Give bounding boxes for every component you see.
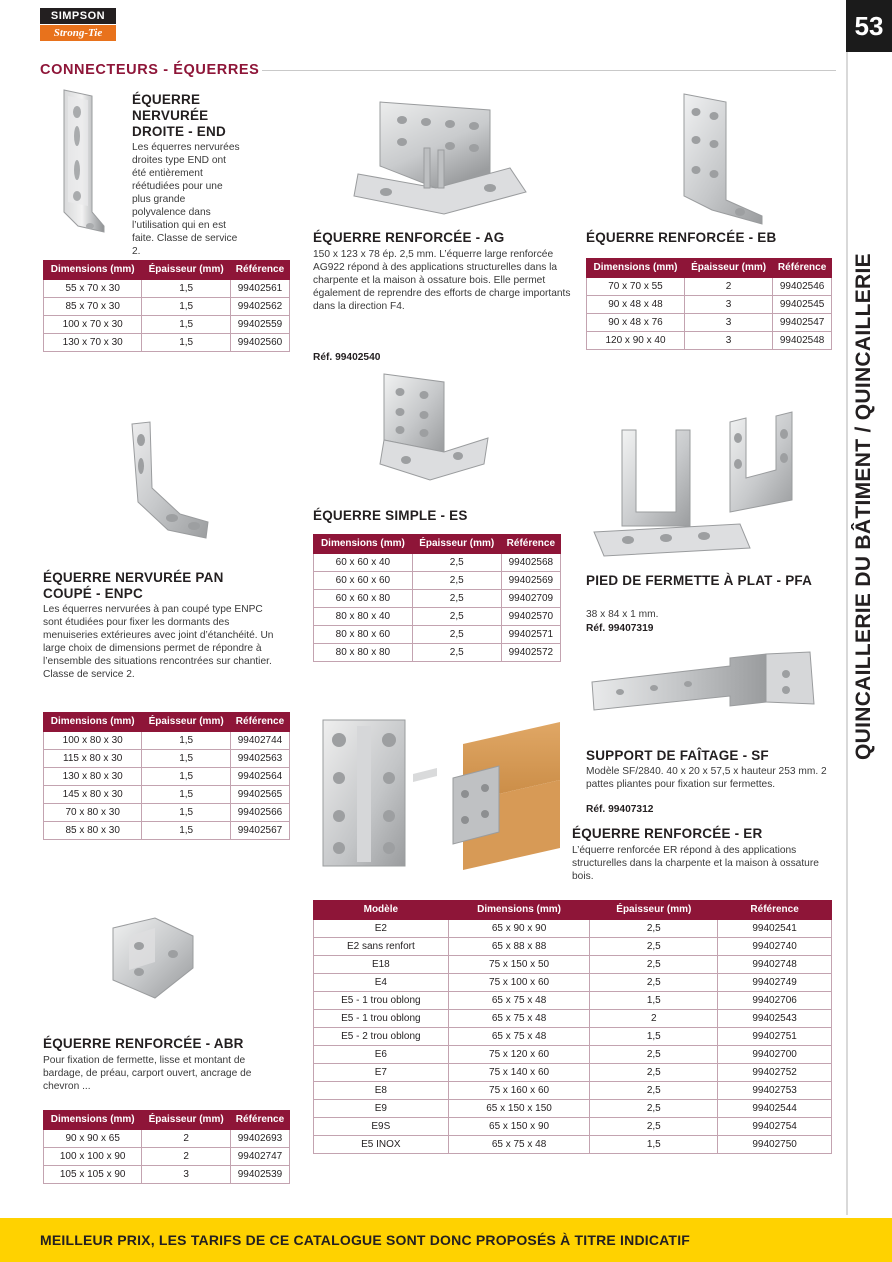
er-table xyxy=(313,900,832,1154)
table-cell: 99402544 xyxy=(718,1099,832,1117)
col-thickness: Épaisseur (mm) xyxy=(142,1111,231,1130)
enpc-title: ÉQUERRE NERVURÉE PAN COUPÉ - ENPC xyxy=(43,570,224,601)
table-cell: E2 sans renfort xyxy=(314,937,449,955)
table-cell: 2,5 xyxy=(590,955,718,973)
table-cell: 1,5 xyxy=(142,821,231,839)
table-cell: 75 x 100 x 60 xyxy=(448,973,590,991)
table-cell: E5 INOX xyxy=(314,1135,449,1153)
table-cell: 99402566 xyxy=(230,803,289,821)
table-cell: 99402563 xyxy=(230,749,289,767)
table-row xyxy=(587,277,832,295)
table-cell: 99402749 xyxy=(718,973,832,991)
table-cell: 99402572 xyxy=(501,643,560,661)
table-row xyxy=(44,1147,290,1165)
table-cell: 2,5 xyxy=(590,1099,718,1117)
col-thickness: Épaisseur (mm) xyxy=(412,535,501,554)
table-cell: 145 x 80 x 30 xyxy=(44,785,142,803)
table-row xyxy=(314,643,561,661)
table-row xyxy=(587,295,832,313)
er-table-body xyxy=(314,919,832,1153)
table-cell: 2,5 xyxy=(412,625,501,643)
table-cell: 2 xyxy=(142,1147,231,1165)
table-cell: 99402548 xyxy=(773,331,832,349)
table-cell: E4 xyxy=(314,973,449,991)
table-cell: 90 x 48 x 48 xyxy=(587,295,685,313)
table-cell: 1,5 xyxy=(142,767,231,785)
abr-table-body xyxy=(44,1129,290,1183)
table-header-row xyxy=(314,535,561,554)
table-cell: 75 x 150 x 50 xyxy=(448,955,590,973)
table-cell: E18 xyxy=(314,955,449,973)
logo-line2: Strong-Tie xyxy=(40,25,116,41)
end-table-body xyxy=(44,279,290,351)
table-cell: E6 xyxy=(314,1045,449,1063)
table-cell: 1,5 xyxy=(142,731,231,749)
table-cell: 3 xyxy=(684,331,772,349)
enpc-table-body xyxy=(44,731,290,839)
page-number-tab: 53 xyxy=(846,0,892,52)
table-cell: 2,5 xyxy=(590,919,718,937)
table-cell: 99402740 xyxy=(718,937,832,955)
col-dimensions: Dimensions (mm) xyxy=(44,261,142,280)
table-row xyxy=(314,1045,832,1063)
table-row xyxy=(44,749,290,767)
table-cell: 55 x 70 x 30 xyxy=(44,279,142,297)
col-dimensions: Dimensions (mm) xyxy=(314,535,413,554)
table-cell: 1,5 xyxy=(142,297,231,315)
pfa-description: 38 x 84 x 1 mm. xyxy=(586,609,659,620)
end-description: Les équerres nervurées droites type END ont été entièrement réétudiées pour une plus grande polyvalence dans l’utilisation qui en est faite. Classe de service 2. xyxy=(132,142,240,257)
table-cell: E7 xyxy=(314,1063,449,1081)
table-cell: 60 x 60 x 60 xyxy=(314,571,413,589)
table-header-row xyxy=(314,901,832,920)
table-cell: 99402546 xyxy=(773,277,832,295)
table-row xyxy=(314,589,561,607)
table-cell: E5 - 2 trou oblong xyxy=(314,1027,449,1045)
table-cell: 99402545 xyxy=(773,295,832,313)
table-cell: 2,5 xyxy=(590,1063,718,1081)
table-cell: 100 x 80 x 30 xyxy=(44,731,142,749)
table-cell: 3 xyxy=(684,313,772,331)
table-cell: 99402569 xyxy=(501,571,560,589)
col-thickness: Épaisseur (mm) xyxy=(142,261,231,280)
table-cell: 65 x 88 x 88 xyxy=(448,937,590,955)
table-cell: E9 xyxy=(314,1099,449,1117)
table-cell: 99402752 xyxy=(718,1063,832,1081)
table-cell: 2,5 xyxy=(590,1117,718,1135)
table-row xyxy=(44,279,290,297)
col-thickness: Épaisseur (mm) xyxy=(590,901,718,920)
col-reference: Référence xyxy=(230,1111,289,1130)
section-title: CONNECTEURS - ÉQUERRES xyxy=(40,62,260,78)
table-cell: 99402748 xyxy=(718,955,832,973)
table-cell: 2,5 xyxy=(590,973,718,991)
table-row xyxy=(314,955,832,973)
table-cell: E5 - 1 trou oblong xyxy=(314,991,449,1009)
table-cell: 130 x 70 x 30 xyxy=(44,333,142,351)
table-row xyxy=(314,571,561,589)
table-cell: 75 x 160 x 60 xyxy=(448,1081,590,1099)
col-dimensions: Dimensions (mm) xyxy=(44,1111,142,1130)
table-cell: 3 xyxy=(684,295,772,313)
end-bracket-photo xyxy=(44,86,122,236)
col-thickness: Épaisseur (mm) xyxy=(684,259,772,278)
table-cell: 99402541 xyxy=(718,919,832,937)
table-cell: 80 x 80 x 40 xyxy=(314,607,413,625)
table-cell: 65 x 150 x 150 xyxy=(448,1099,590,1117)
table-cell: 75 x 140 x 60 xyxy=(448,1063,590,1081)
footer-text: MEILLEUR PRIX, LES TARIFS DE CE CATALOGUE SONT DONC PROPOSÉS À TITRE INDICATIF xyxy=(40,1232,691,1248)
table-cell: 1,5 xyxy=(142,749,231,767)
logo-line1: SIMPSON xyxy=(40,8,116,24)
table-cell: E5 - 1 trou oblong xyxy=(314,1009,449,1027)
col-dimensions: Dimensions (mm) xyxy=(44,713,142,732)
table-cell: 1,5 xyxy=(590,1027,718,1045)
ag-bracket-photo xyxy=(340,92,530,222)
pfa-ref-value: 99407319 xyxy=(608,623,654,634)
table-cell: 65 x 75 x 48 xyxy=(448,1027,590,1045)
right-rule xyxy=(846,0,848,1215)
sf-title: SUPPORT DE FAÎTAGE - SF xyxy=(586,748,769,763)
sf-reference xyxy=(586,804,832,817)
table-cell: 65 x 150 x 90 xyxy=(448,1117,590,1135)
table-cell: 2 xyxy=(590,1009,718,1027)
table-cell: 2,5 xyxy=(412,589,501,607)
table-cell: 99402567 xyxy=(230,821,289,839)
table-cell: 2,5 xyxy=(590,1081,718,1099)
table-row xyxy=(44,767,290,785)
table-cell: 99402753 xyxy=(718,1081,832,1099)
table-row xyxy=(314,553,561,571)
end-table xyxy=(43,260,290,352)
table-cell: 99402547 xyxy=(773,313,832,331)
es-title: ÉQUERRE SIMPLE - ES xyxy=(313,508,468,523)
table-cell: 90 x 48 x 76 xyxy=(587,313,685,331)
table-cell: 1,5 xyxy=(142,279,231,297)
table-row xyxy=(314,1099,832,1117)
col-thickness: Épaisseur (mm) xyxy=(142,713,231,732)
col-reference: Référence xyxy=(230,261,289,280)
table-row xyxy=(314,973,832,991)
table-cell: 99402565 xyxy=(230,785,289,803)
table-cell: 99402700 xyxy=(718,1045,832,1063)
col-model: Modèle xyxy=(314,901,449,920)
pfa-photo xyxy=(580,408,830,568)
table-cell: 100 x 70 x 30 xyxy=(44,315,142,333)
table-cell: 65 x 75 x 48 xyxy=(448,991,590,1009)
table-row xyxy=(44,1129,290,1147)
table-cell: 65 x 75 x 48 xyxy=(448,1009,590,1027)
es-bracket-photo xyxy=(366,368,496,498)
table-cell: 99402693 xyxy=(230,1129,289,1147)
enpc-table xyxy=(43,712,290,840)
col-dimensions: Dimensions (mm) xyxy=(448,901,590,920)
table-row xyxy=(314,937,832,955)
table-cell: 60 x 60 x 40 xyxy=(314,553,413,571)
table-cell: 2,5 xyxy=(412,571,501,589)
sf-ref-value: 99407312 xyxy=(608,804,654,815)
page-footer-banner xyxy=(0,1218,892,1262)
table-cell: 3 xyxy=(142,1165,231,1183)
sf-description: Modèle SF/2840. 40 x 20 x 57,5 x hauteur 253 mm. 2 pattes pliantes pour fixation sur fermettes. xyxy=(586,766,827,790)
table-cell: 2 xyxy=(142,1129,231,1147)
table-row xyxy=(44,785,290,803)
table-header-row xyxy=(44,1111,290,1130)
abr-bracket-photo xyxy=(95,910,215,1020)
eb-title: ÉQUERRE RENFORCÉE - EB xyxy=(586,230,777,245)
table-cell: E9S xyxy=(314,1117,449,1135)
table-header-row xyxy=(44,261,290,280)
table-cell: 99402539 xyxy=(230,1165,289,1183)
eb-table xyxy=(586,258,832,350)
table-cell: E2 xyxy=(314,919,449,937)
table-row xyxy=(44,803,290,821)
table-cell: 90 x 90 x 65 xyxy=(44,1129,142,1147)
table-row xyxy=(587,331,832,349)
table-cell: 99402709 xyxy=(501,589,560,607)
table-row xyxy=(44,1165,290,1183)
table-cell: 1,5 xyxy=(142,785,231,803)
table-cell: 70 x 80 x 30 xyxy=(44,803,142,821)
table-cell: 99402747 xyxy=(230,1147,289,1165)
pfa-ref-label: Réf. xyxy=(586,623,606,634)
ag-reference xyxy=(313,352,575,365)
table-cell: 99402564 xyxy=(230,767,289,785)
section-rail-label: QUINCAILLERIE DU BÂTIMENT / QUINCAILLERIE xyxy=(852,253,875,760)
table-row xyxy=(314,1063,832,1081)
table-cell: 105 x 105 x 90 xyxy=(44,1165,142,1183)
table-cell: 2,5 xyxy=(412,607,501,625)
table-row xyxy=(314,1009,832,1027)
table-cell: 2,5 xyxy=(412,553,501,571)
col-reference: Référence xyxy=(718,901,832,920)
table-cell: 85 x 80 x 30 xyxy=(44,821,142,839)
ag-ref-label: Réf. xyxy=(313,352,333,363)
er-application-photo xyxy=(313,716,560,884)
table-row xyxy=(587,313,832,331)
table-cell: 99402754 xyxy=(718,1117,832,1135)
pfa-reference xyxy=(586,623,826,636)
table-cell: 2,5 xyxy=(590,937,718,955)
table-cell: 100 x 100 x 90 xyxy=(44,1147,142,1165)
table-row xyxy=(44,821,290,839)
table-cell: 2,5 xyxy=(412,643,501,661)
table-cell: 99402562 xyxy=(230,297,289,315)
enpc-description: Les équerres nervurées à pan coupé type ENPC sont étudiées pour fixer les dormants des menuiseries extérieures avec joint d’étanchéité. Un large choix de dimensions permet de répondre à l’ensemble des situations rencontrées sur chantier. Classe de service 2. xyxy=(43,604,274,680)
table-cell: 99402750 xyxy=(718,1135,832,1153)
table-cell: 99402543 xyxy=(718,1009,832,1027)
abr-table xyxy=(43,1110,290,1184)
table-row xyxy=(44,315,290,333)
table-row xyxy=(314,1117,832,1135)
table-cell: 99402706 xyxy=(718,991,832,1009)
er-title: ÉQUERRE RENFORCÉE - ER xyxy=(572,826,763,841)
table-cell: 115 x 80 x 30 xyxy=(44,749,142,767)
table-cell: 99402570 xyxy=(501,607,560,625)
table-row xyxy=(44,333,290,351)
table-row xyxy=(314,1135,832,1153)
table-cell: E8 xyxy=(314,1081,449,1099)
er-description: L’équerre renforcée ER répond à des applications structurelles dans la charpente et la maison à ossature bois. xyxy=(572,845,819,882)
section-title-rule xyxy=(262,70,836,71)
abr-title: ÉQUERRE RENFORCÉE - ABR xyxy=(43,1036,244,1051)
table-header-row xyxy=(587,259,832,278)
table-row xyxy=(314,625,561,643)
table-cell: 70 x 70 x 55 xyxy=(587,277,685,295)
table-cell: 99402571 xyxy=(501,625,560,643)
table-cell: 120 x 90 x 40 xyxy=(587,331,685,349)
table-cell: 85 x 70 x 30 xyxy=(44,297,142,315)
table-row xyxy=(314,1027,832,1045)
table-cell: 1,5 xyxy=(142,315,231,333)
table-cell: 99402559 xyxy=(230,315,289,333)
table-cell: 99402751 xyxy=(718,1027,832,1045)
table-cell: 99402744 xyxy=(230,731,289,749)
table-row xyxy=(314,919,832,937)
table-row xyxy=(314,607,561,625)
col-dimensions: Dimensions (mm) xyxy=(587,259,685,278)
pfa-title: PIED DE FERMETTE À PLAT - PFA xyxy=(586,573,813,588)
ag-description: 150 x 123 x 78 ép. 2,5 mm. L’équerre large renforcée AG922 répond à des applications structurelles dans la charpente et la maison à ossature bois. Elle permet également de reprendre des efforts de charge importants dans la direction F4. xyxy=(313,249,571,312)
table-row xyxy=(44,731,290,749)
table-cell: 75 x 120 x 60 xyxy=(448,1045,590,1063)
table-cell: 130 x 80 x 30 xyxy=(44,767,142,785)
end-title: ÉQUERRE NERVURÉE DROITE - END xyxy=(132,92,226,139)
table-header-row xyxy=(44,713,290,732)
table-cell: 80 x 80 x 60 xyxy=(314,625,413,643)
table-cell: 2 xyxy=(684,277,772,295)
eb-table-body xyxy=(587,277,832,349)
brand-logo xyxy=(40,8,116,41)
table-cell: 2,5 xyxy=(590,1045,718,1063)
es-table-body xyxy=(314,553,561,661)
ag-ref-value: 99402540 xyxy=(335,352,381,363)
table-cell: 1,5 xyxy=(590,1135,718,1153)
table-cell: 99402560 xyxy=(230,333,289,351)
col-reference: Référence xyxy=(501,535,560,554)
table-row xyxy=(44,297,290,315)
table-cell: 60 x 60 x 80 xyxy=(314,589,413,607)
enpc-bracket-photo xyxy=(110,418,220,548)
table-cell: 1,5 xyxy=(142,803,231,821)
table-cell: 65 x 75 x 48 xyxy=(448,1135,590,1153)
col-reference: Référence xyxy=(773,259,832,278)
table-cell: 1,5 xyxy=(142,333,231,351)
sf-photo xyxy=(580,648,830,738)
abr-description: Pour fixation de fermette, lisse et montant de bardage, de préau, carport ouvert, ancrage de chevron ... xyxy=(43,1055,252,1092)
col-reference: Référence xyxy=(230,713,289,732)
sf-ref-label: Réf. xyxy=(586,804,606,815)
table-cell: 1,5 xyxy=(590,991,718,1009)
table-row xyxy=(314,991,832,1009)
es-table xyxy=(313,534,561,662)
table-cell: 99402568 xyxy=(501,553,560,571)
table-cell: 65 x 90 x 90 xyxy=(448,919,590,937)
table-cell: 80 x 80 x 80 xyxy=(314,643,413,661)
table-cell: 99402561 xyxy=(230,279,289,297)
table-row xyxy=(314,1081,832,1099)
ag-title: ÉQUERRE RENFORCÉE - AG xyxy=(313,230,505,245)
eb-bracket-photo xyxy=(664,88,784,228)
